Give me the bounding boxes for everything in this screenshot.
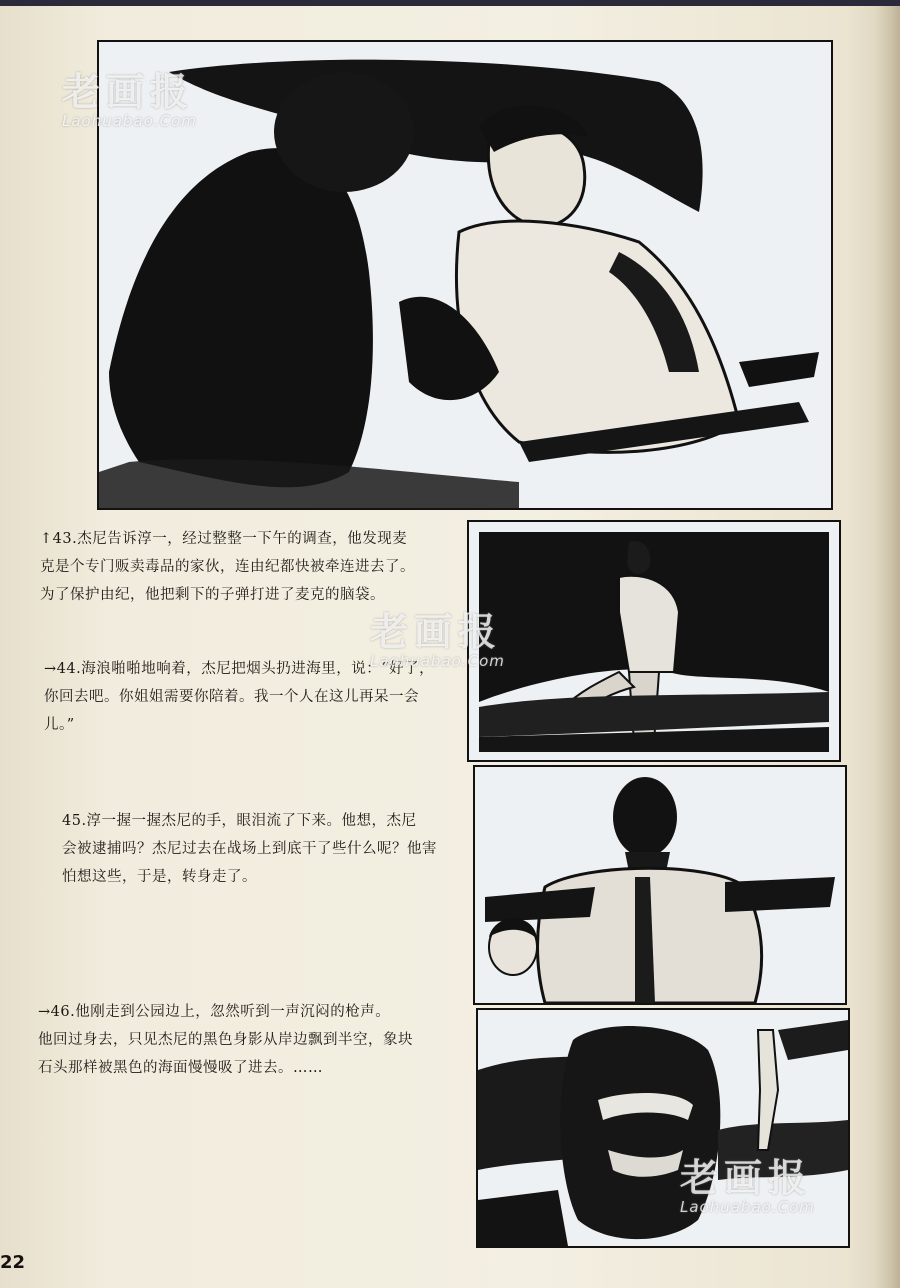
illustration-panel-44 — [467, 520, 841, 762]
ink-drawing-two-figures — [99, 42, 831, 508]
watermark-middle — [370, 612, 505, 670]
page-number: 22 — [0, 1252, 26, 1273]
illustration-panel-45 — [473, 765, 847, 1005]
watermark-top-left — [62, 72, 197, 130]
ink-drawing-seaside-figure — [469, 522, 839, 760]
watermark-bottom-right — [680, 1158, 815, 1216]
illustration-panel-43 — [97, 40, 833, 510]
watermark-chinese-text: 老画报 — [62, 70, 195, 114]
watermark-chinese-text: 老画报 — [680, 1156, 813, 1200]
watermark-chinese-text: 老画报 — [370, 610, 503, 654]
ink-drawing-standing-man — [475, 767, 845, 1003]
watermark-english-text: Laohuabao.Com — [370, 652, 505, 670]
watermark-english-text: Laohuabao.Com — [680, 1198, 815, 1216]
caption-45: 45.淳一握一握杰尼的手，眼泪流了下来。他想，杰尼 会被逮捕吗？杰尼过去在战场上到底干了些什么呢？他害 怕想这些，于是，转身走了。 — [62, 813, 437, 885]
page-spine-edge — [874, 0, 900, 1288]
watermark-english-text: Laohuabao.Com — [62, 112, 197, 130]
caption-44: →44.海浪啪啪地响着，杰尼把烟头扔进海里，说：“好了， 你回去吧。你姐姐需要你陪着。我一个人在这儿再呆一会 儿。” — [44, 661, 435, 733]
page-top-edge — [0, 0, 900, 6]
caption-43: ↑43.杰尼告诉淳一，经过整整一下午的调查，他发现麦 克是个专门贩卖毒品的家伙，连由纪都快被牵连进去了。 为了保护由纪，他把剩下的子弹打进了麦克的脑袋。 — [40, 531, 415, 603]
caption-46: →46.他刚走到公园边上，忽然听到一声沉闷的枪声。 他回过身去，只见杰尼的黑色身影从岸边飘到半空，象块 石头那样被黑色的海面慢慢吸了进去。…… — [38, 1004, 413, 1076]
